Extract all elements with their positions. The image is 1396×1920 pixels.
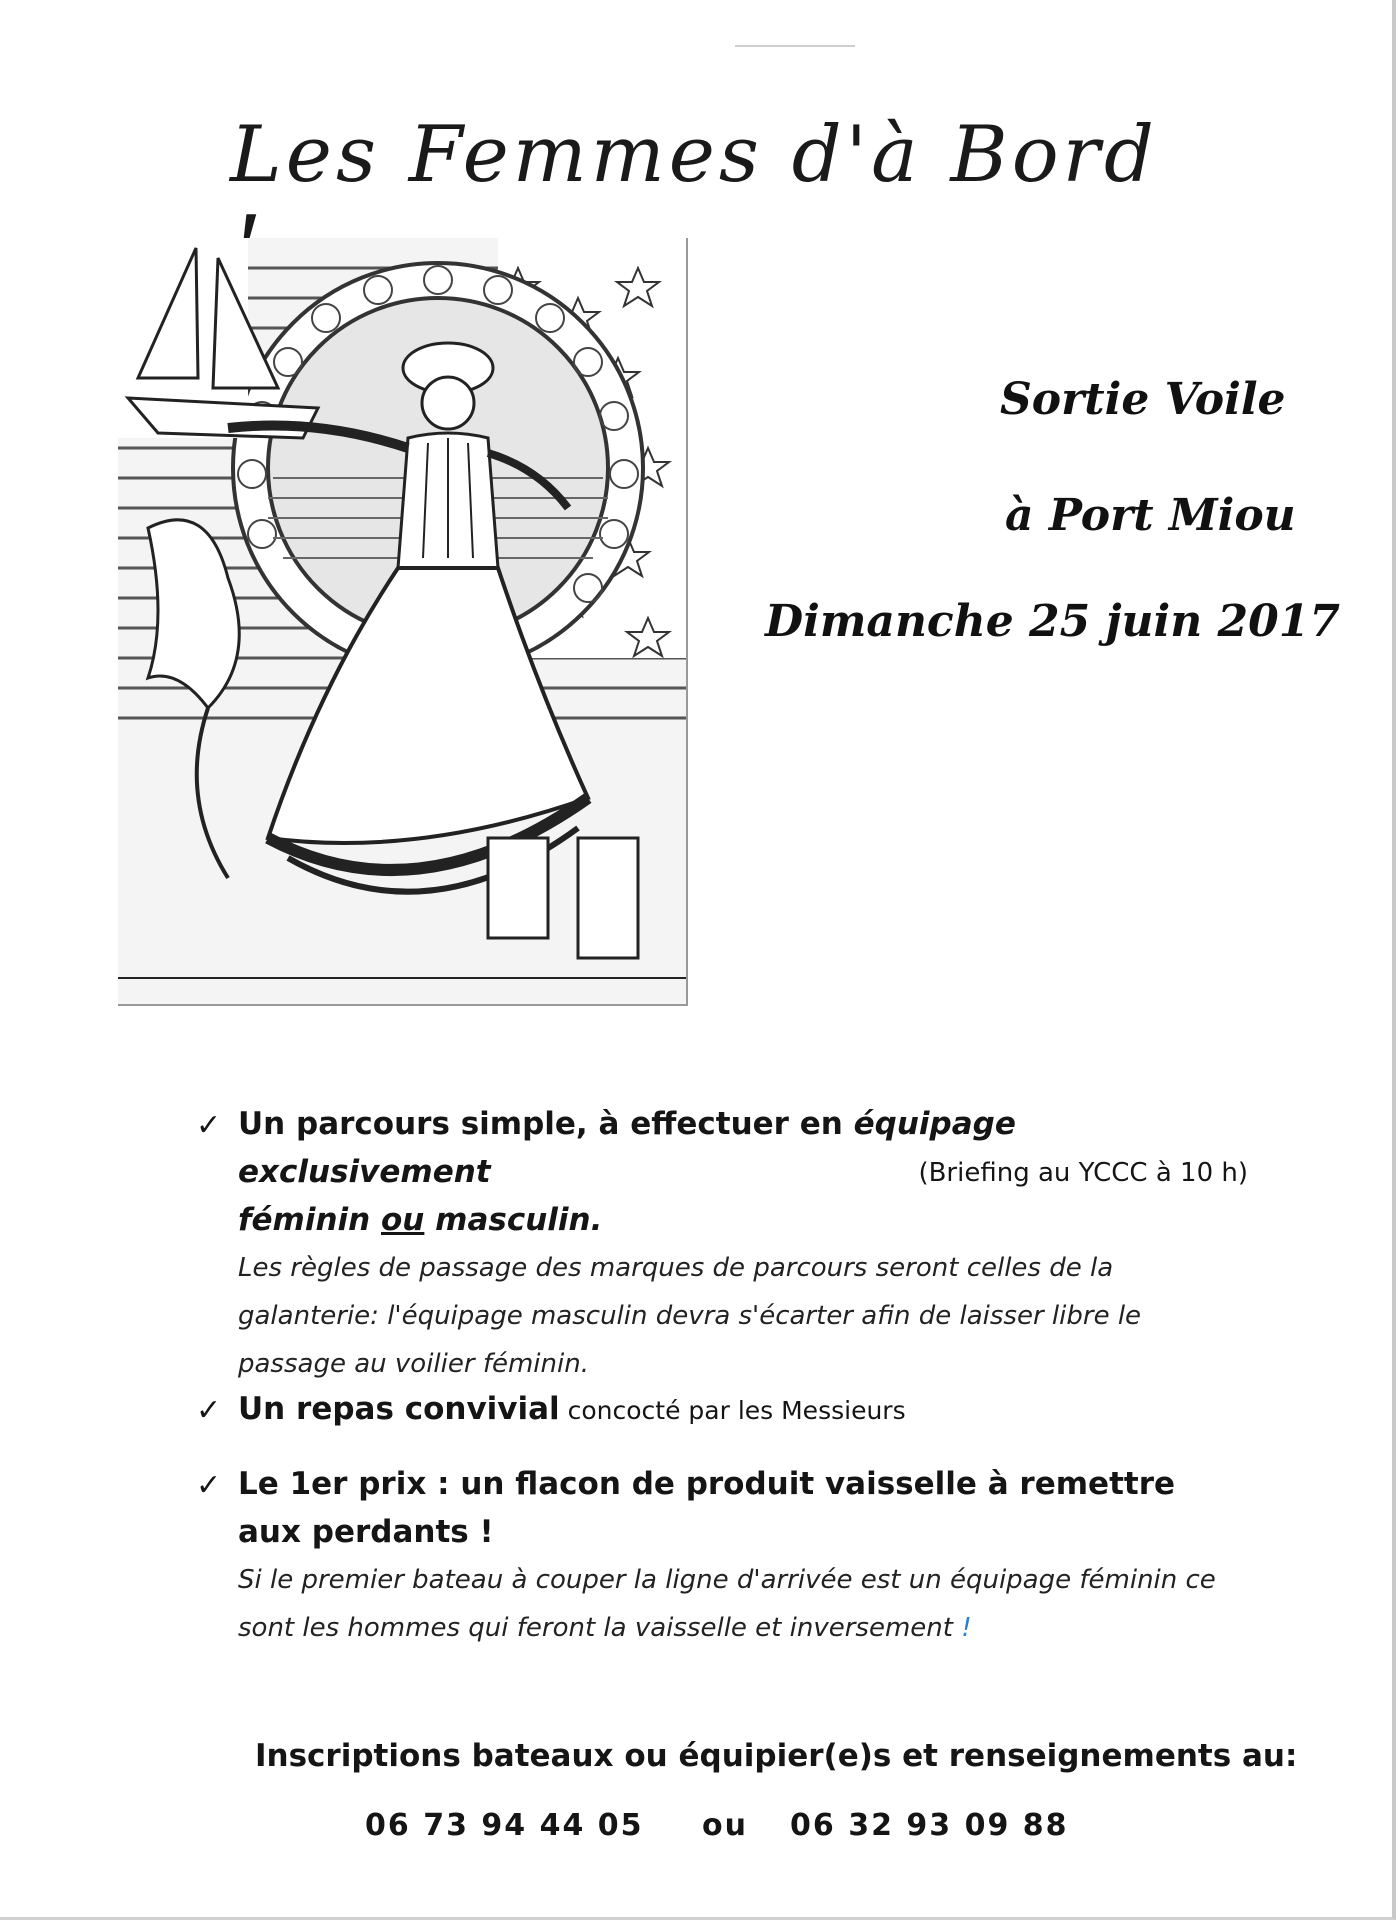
item-lead bbox=[238, 1460, 1248, 1556]
checkmark-icon: ✓ bbox=[196, 1393, 222, 1428]
checkmark-icon: ✓ bbox=[196, 1108, 222, 1143]
item-lead-emphasis: équipage exclusivement bbox=[238, 1106, 1016, 1190]
item-lead-emphasis-3: masculin. bbox=[424, 1202, 603, 1238]
phone-number-2: 06 32 93 09 88 bbox=[790, 1808, 1069, 1843]
item-lead-text: Le 1er prix : un flacon de produit vaisselle à remettre aux perdants ! bbox=[238, 1466, 1176, 1550]
item-lead-emphasis-2: féminin bbox=[238, 1202, 381, 1238]
phone-number-1: 06 73 94 44 05 bbox=[365, 1808, 644, 1843]
item-lead-underlined: ou bbox=[381, 1202, 425, 1238]
briefing-note: (Briefing au YCCC à 10 h) bbox=[918, 1158, 1248, 1188]
list-item bbox=[196, 1385, 1248, 1435]
item-description-exclamation: ! bbox=[961, 1613, 972, 1643]
checkmark-icon: ✓ bbox=[196, 1468, 222, 1503]
phone-or: ou bbox=[702, 1808, 748, 1843]
item-lead bbox=[238, 1385, 1248, 1435]
item-description: Les règles de passage des marques de parcours seront celles de la galanterie: l'équipage masculin devra s'écarter afin de laisser libre le passage au voilier féminin. bbox=[238, 1253, 1142, 1379]
scan-mark bbox=[735, 45, 855, 47]
event-place: à Port Miou bbox=[1005, 490, 1296, 541]
sailing-lady-icon bbox=[118, 238, 686, 1004]
item-lead-rest: concocté par les Messieurs bbox=[559, 1396, 906, 1425]
list-item bbox=[196, 1100, 1248, 1388]
item-description bbox=[238, 1556, 1248, 1652]
contact-label: Inscriptions bateaux ou équipier(e)s et renseignements au: bbox=[255, 1738, 1298, 1774]
poster-title: Les Femmes d'à Bord bbox=[230, 110, 1158, 200]
item-lead-text: Un parcours simple, à effectuer en bbox=[238, 1106, 854, 1142]
list-item bbox=[196, 1460, 1248, 1652]
illustration bbox=[118, 238, 688, 1006]
item-lead-text: Un repas convivial bbox=[238, 1391, 560, 1427]
item-description-text: Si le premier bateau à couper la ligne d'arrivée est un équipage féminin ce sont les hommes qui feront la vaisselle et inversement bbox=[238, 1565, 1216, 1643]
event-date: Dimanche 25 juin 2017 bbox=[765, 596, 1340, 647]
event-title: Sortie Voile bbox=[1000, 374, 1286, 425]
